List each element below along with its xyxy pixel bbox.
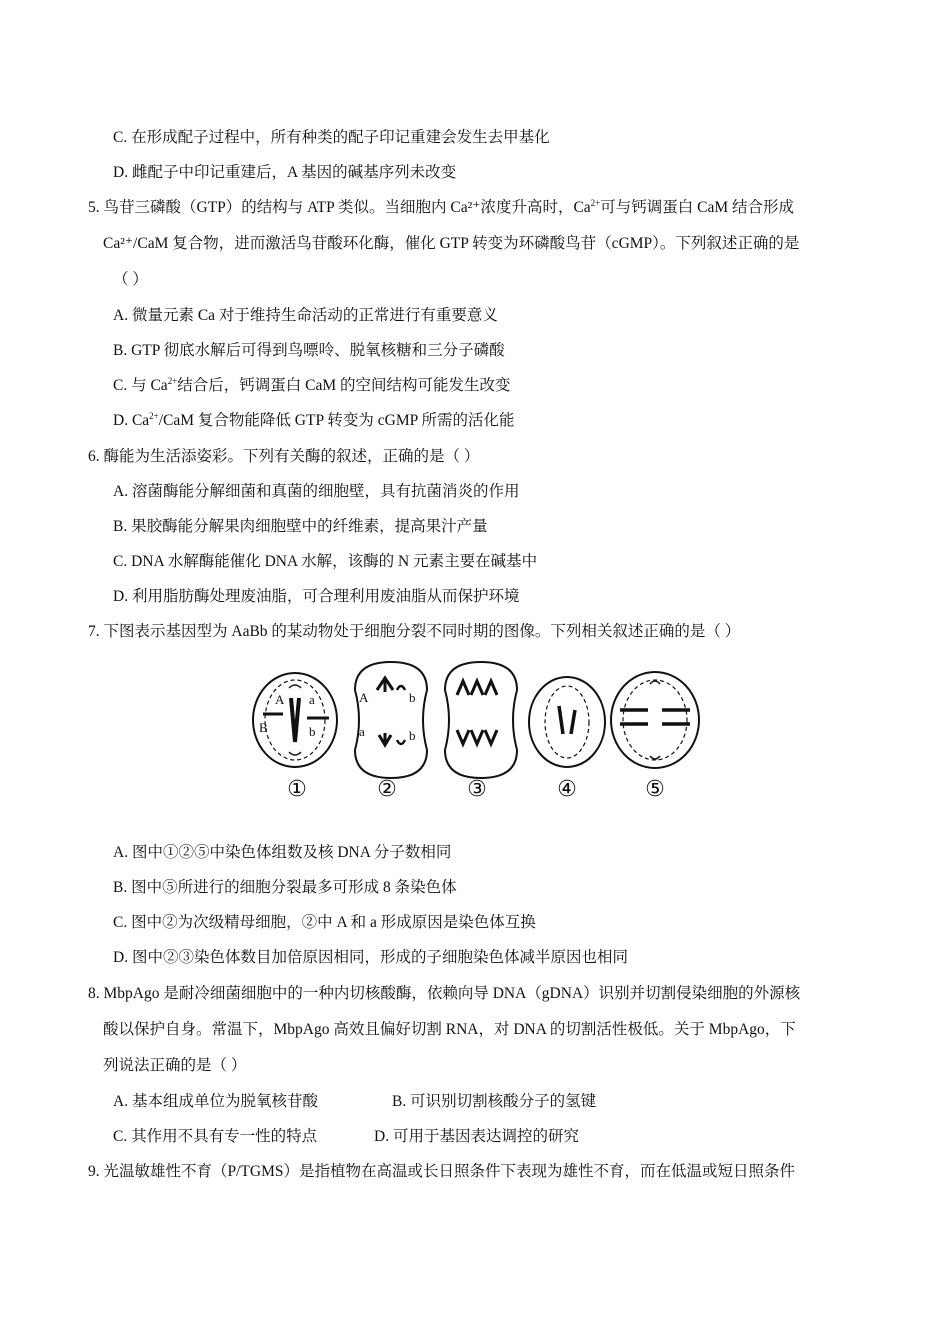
- gene-label: b: [409, 690, 416, 705]
- cell-4: [529, 677, 605, 767]
- cell-label-3: ③: [467, 777, 487, 802]
- q7-stem: 7. 下图表示基因型为 AaBb 的某动物处于细胞分裂不同时期的图像。下列相关叙述正确的是（ ）: [88, 623, 741, 640]
- cell-label-1: ①: [287, 777, 307, 802]
- cell-3: [445, 662, 517, 778]
- q8-option-c: C. 其作用不具有专一性的特点: [113, 1128, 318, 1145]
- q5-option-d: D. $Ca^{2+}$/CaM 复合物能降低 GTP 转变为 cGMP 所需的活化能: [113, 411, 515, 429]
- q5-option-a: A. 微量元素 Ca 对于维持生命活动的正常进行有重要意义: [113, 307, 498, 324]
- gene-label: b: [409, 728, 416, 743]
- q4-option-c: C. 在形成配子过程中，所有种类的配子印记重建会发生去甲基化: [113, 129, 550, 146]
- q8-option-a: A. 基本组成单位为脱氧核苷酸: [113, 1093, 318, 1110]
- q6-stem: 6. 酶能为生活添姿彩。下列有关酶的叙述，正确的是（ ）: [88, 448, 480, 465]
- gene-label: A: [275, 692, 285, 707]
- q6-option-c: C. DNA 水解酶能催化 DNA 水解，该酶的 N 元素主要在碱基中: [113, 553, 538, 570]
- gene-label: A: [359, 690, 369, 705]
- cell-division-figure: [245, 660, 705, 805]
- gene-label: a: [309, 692, 315, 707]
- q5-option-b: B. GTP 彻底水解后可得到鸟嘌呤、脱氧核糖和三分子磷酸: [113, 342, 505, 359]
- gene-label: a: [359, 724, 365, 739]
- cell-label-2: ②: [377, 777, 397, 802]
- gene-label: B: [259, 720, 268, 735]
- q5-stem-line3: （ ）: [113, 271, 148, 288]
- q8-option-d: D. 可用于基因表达调控的研究: [374, 1128, 579, 1145]
- q7-option-a: A. 图中①②⑤中染色体组数及核 DNA 分子数相同: [113, 844, 452, 861]
- gene-label: b: [309, 724, 316, 739]
- cell-label-5: ⑤: [645, 777, 665, 802]
- q9-stem: 9. 光温敏雄性不育（P/TGMS）是指植物在高温或长日照条件下表现为雄性不育，而在低温或短日照条件: [88, 1163, 795, 1180]
- cell-5: [611, 672, 699, 768]
- q4-option-d: D. 雌配子中印记重建后，A 基因的碱基序列未改变: [113, 164, 457, 181]
- q8-option-b: B. 可识别切割核酸分子的氢键: [392, 1093, 597, 1110]
- q6-option-d: D. 利用脂肪酶处理废油脂，可合理利用废油脂从而保护环境: [113, 588, 520, 605]
- q5-option-c: C. 与 $Ca^{2+}$结合后，钙调蛋白 CaM 的空间结构可能发生改变: [113, 376, 511, 394]
- q5-stem-line1: 5. 鸟苷三磷酸（GTP）的结构与 ATP 类似。当细胞内 Ca²⁺浓度升高时，$Ca^{2+}$可与钙调蛋白 CaM 结合形成: [88, 198, 795, 216]
- q7-option-d: D. 图中②③染色体数目加倍原因相同，形成的子细胞染色体减半原因也相同: [113, 949, 628, 966]
- q5-stem-line2: Ca²⁺/CaM 复合物，进而激活鸟苷酸环化酶，催化 GTP 转变为环磷酸鸟苷（cGMP）。下列叙述正确的是: [103, 235, 800, 252]
- cell-label-4: ④: [557, 777, 577, 802]
- q7-option-c: C. 图中②为次级精母细胞，②中 A 和 a 形成原因是染色体互换: [113, 914, 536, 931]
- q8-stem-line1: 8. MbpAgo 是耐冷细菌细胞中的一种内切核酸酶，依赖向导 DNA（gDNA）识别并切割侵染细胞的外源核: [88, 985, 801, 1002]
- q8-stem-line3: 列说法正确的是（ ）: [103, 1057, 247, 1074]
- cell-2: [355, 662, 427, 778]
- q7-option-b: B. 图中⑤所进行的细胞分裂最多可形成 8 条染色体: [113, 879, 457, 896]
- q6-option-a: A. 溶菌酶能分解细菌和真菌的细胞壁，具有抗菌消炎的作用: [113, 483, 520, 500]
- q8-stem-line2: 酸以保护自身。常温下，MbpAgo 高效且偏好切割 RNA，对 DNA 的切割活性极低。关于 MbpAgo，下: [103, 1021, 796, 1038]
- q6-option-b: B. 果胶酶能分解果肉细胞壁中的纤维素，提高果汁产量: [113, 518, 488, 535]
